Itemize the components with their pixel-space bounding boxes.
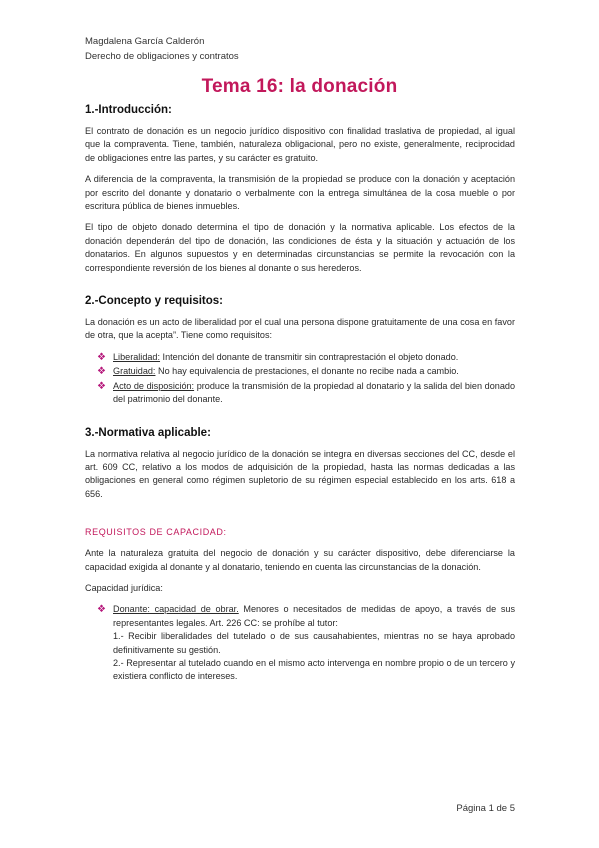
list-item (85, 380, 515, 407)
list-item (85, 603, 515, 683)
list-subitem: 1.- Recibir liberalidades del tutelado o de sus causahabientes, mientras no se haya aprobado definitivamente su gestión. (113, 631, 515, 655)
paragraph: Ante la naturaleza gratuita del negocio de donación y su carácter dispositivo, debe diferenciarse la capacidad exigida al donante y al donatario, teniendo en cuenta las circunstancias de la donación. (85, 548, 515, 572)
paragraph: La normativa relativa al negocio jurídico de la donación se integra en diversas secciones del CC, desde el art. 609 CC, relativo a los modos de adquisición de la propiedad, hasta las normas dedicadas a las obligaciones en general como régimen supletorio de su régimen especial establecido en los arts. 618 a 656. (85, 448, 515, 499)
diamond-bullet-icon: ❖ (97, 380, 106, 392)
document-title: Tema 16: la donación (201, 76, 398, 97)
paragraph: El tipo de objeto donado determina el tipo de donación y la normativa aplicable. Los efectos de la donación dependerán del tipo de donación, las condiciones de ésta y la situación y actuación de los donatarios. En algunos supuestos y en determinadas circunstancias se permite la revocación con la correspondiente reversión de los bienes al donante o sus herederos. (85, 222, 515, 273)
list-item-term: Gratuidad: (113, 366, 156, 377)
document-body (85, 104, 515, 692)
section-concepto (85, 295, 515, 406)
list-item-term: Liberalidad: (113, 351, 161, 362)
diamond-bullet-icon: ❖ (97, 604, 106, 616)
list-item-text: No hay equivalencia de prestaciones, el donante no recibe nada a cambio. (155, 366, 459, 377)
list-item-text: Intención del donante de transmitir sin contraprestación el objeto donado. (160, 351, 459, 362)
paragraph: A diferencia de la compraventa, la transmisión de la propiedad se produce con la donación y aceptación por escrito del donante y donatario o verbalmente con la entrega simultánea de la cosa mueble o por escritura pública de bienes inmuebles. (85, 174, 515, 212)
section-heading-introduccion: 1.-Introducción: (85, 104, 172, 116)
paragraph: Capacidad jurídica: (85, 582, 163, 593)
diamond-bullet-icon: ❖ (97, 366, 106, 378)
page-header (85, 34, 239, 64)
section-heading-normativa: 3.-Normativa aplicable: (85, 426, 211, 439)
requisitos-list (85, 351, 515, 407)
page-number: Página 1 de 5 (456, 803, 515, 814)
capacidad-list (85, 603, 515, 683)
section-heading-concepto: 2.-Concepto y requisitos: (85, 295, 224, 308)
list-subitem: 2.- Representar al tutelado cuando en el mismo acto intervenga en nombre propio o de un tercero y existiera conflicto de intereses. (113, 657, 515, 682)
list-item (85, 365, 515, 378)
list-item-text: produce la transmisión de la propiedad al donatario y la salida del bien donado del patrimonio del donante. (113, 380, 515, 405)
list-item-term: Donante: capacidad de obrar. (113, 604, 239, 615)
list-item (85, 351, 515, 364)
list-item-text: Menores o necesitados de medidas de apoyo, a través de sus representantes legales. Art. 226 CC: se prohíbe al tutor: (113, 604, 515, 628)
paragraph: La donación es un acto de liberalidad por el cual una persona dispone gratuitamente de una cosa en favor de otra, que la acepta”. Tiene como requisitos: (85, 317, 515, 341)
paragraph: El contrato de donación es un negocio jurídico dispositivo con finalidad traslativa de propiedad, al igual que la compraventa. Tiene, también, naturaleza obligacional, pero no existe, generalmente, reciprocidad de obligaciones entre las partes, y su carácter es gratuito. (85, 126, 515, 163)
diamond-bullet-icon: ❖ (97, 351, 106, 363)
list-item-term: Acto de disposición: (113, 380, 195, 391)
header-author: Magdalena García Calderón (85, 36, 205, 47)
subsection-heading-capacidad: REQUISITOS DE CAPACIDAD: (85, 527, 227, 538)
section-normativa (85, 427, 515, 502)
header-course: Derecho de obligaciones y contratos (85, 51, 239, 62)
